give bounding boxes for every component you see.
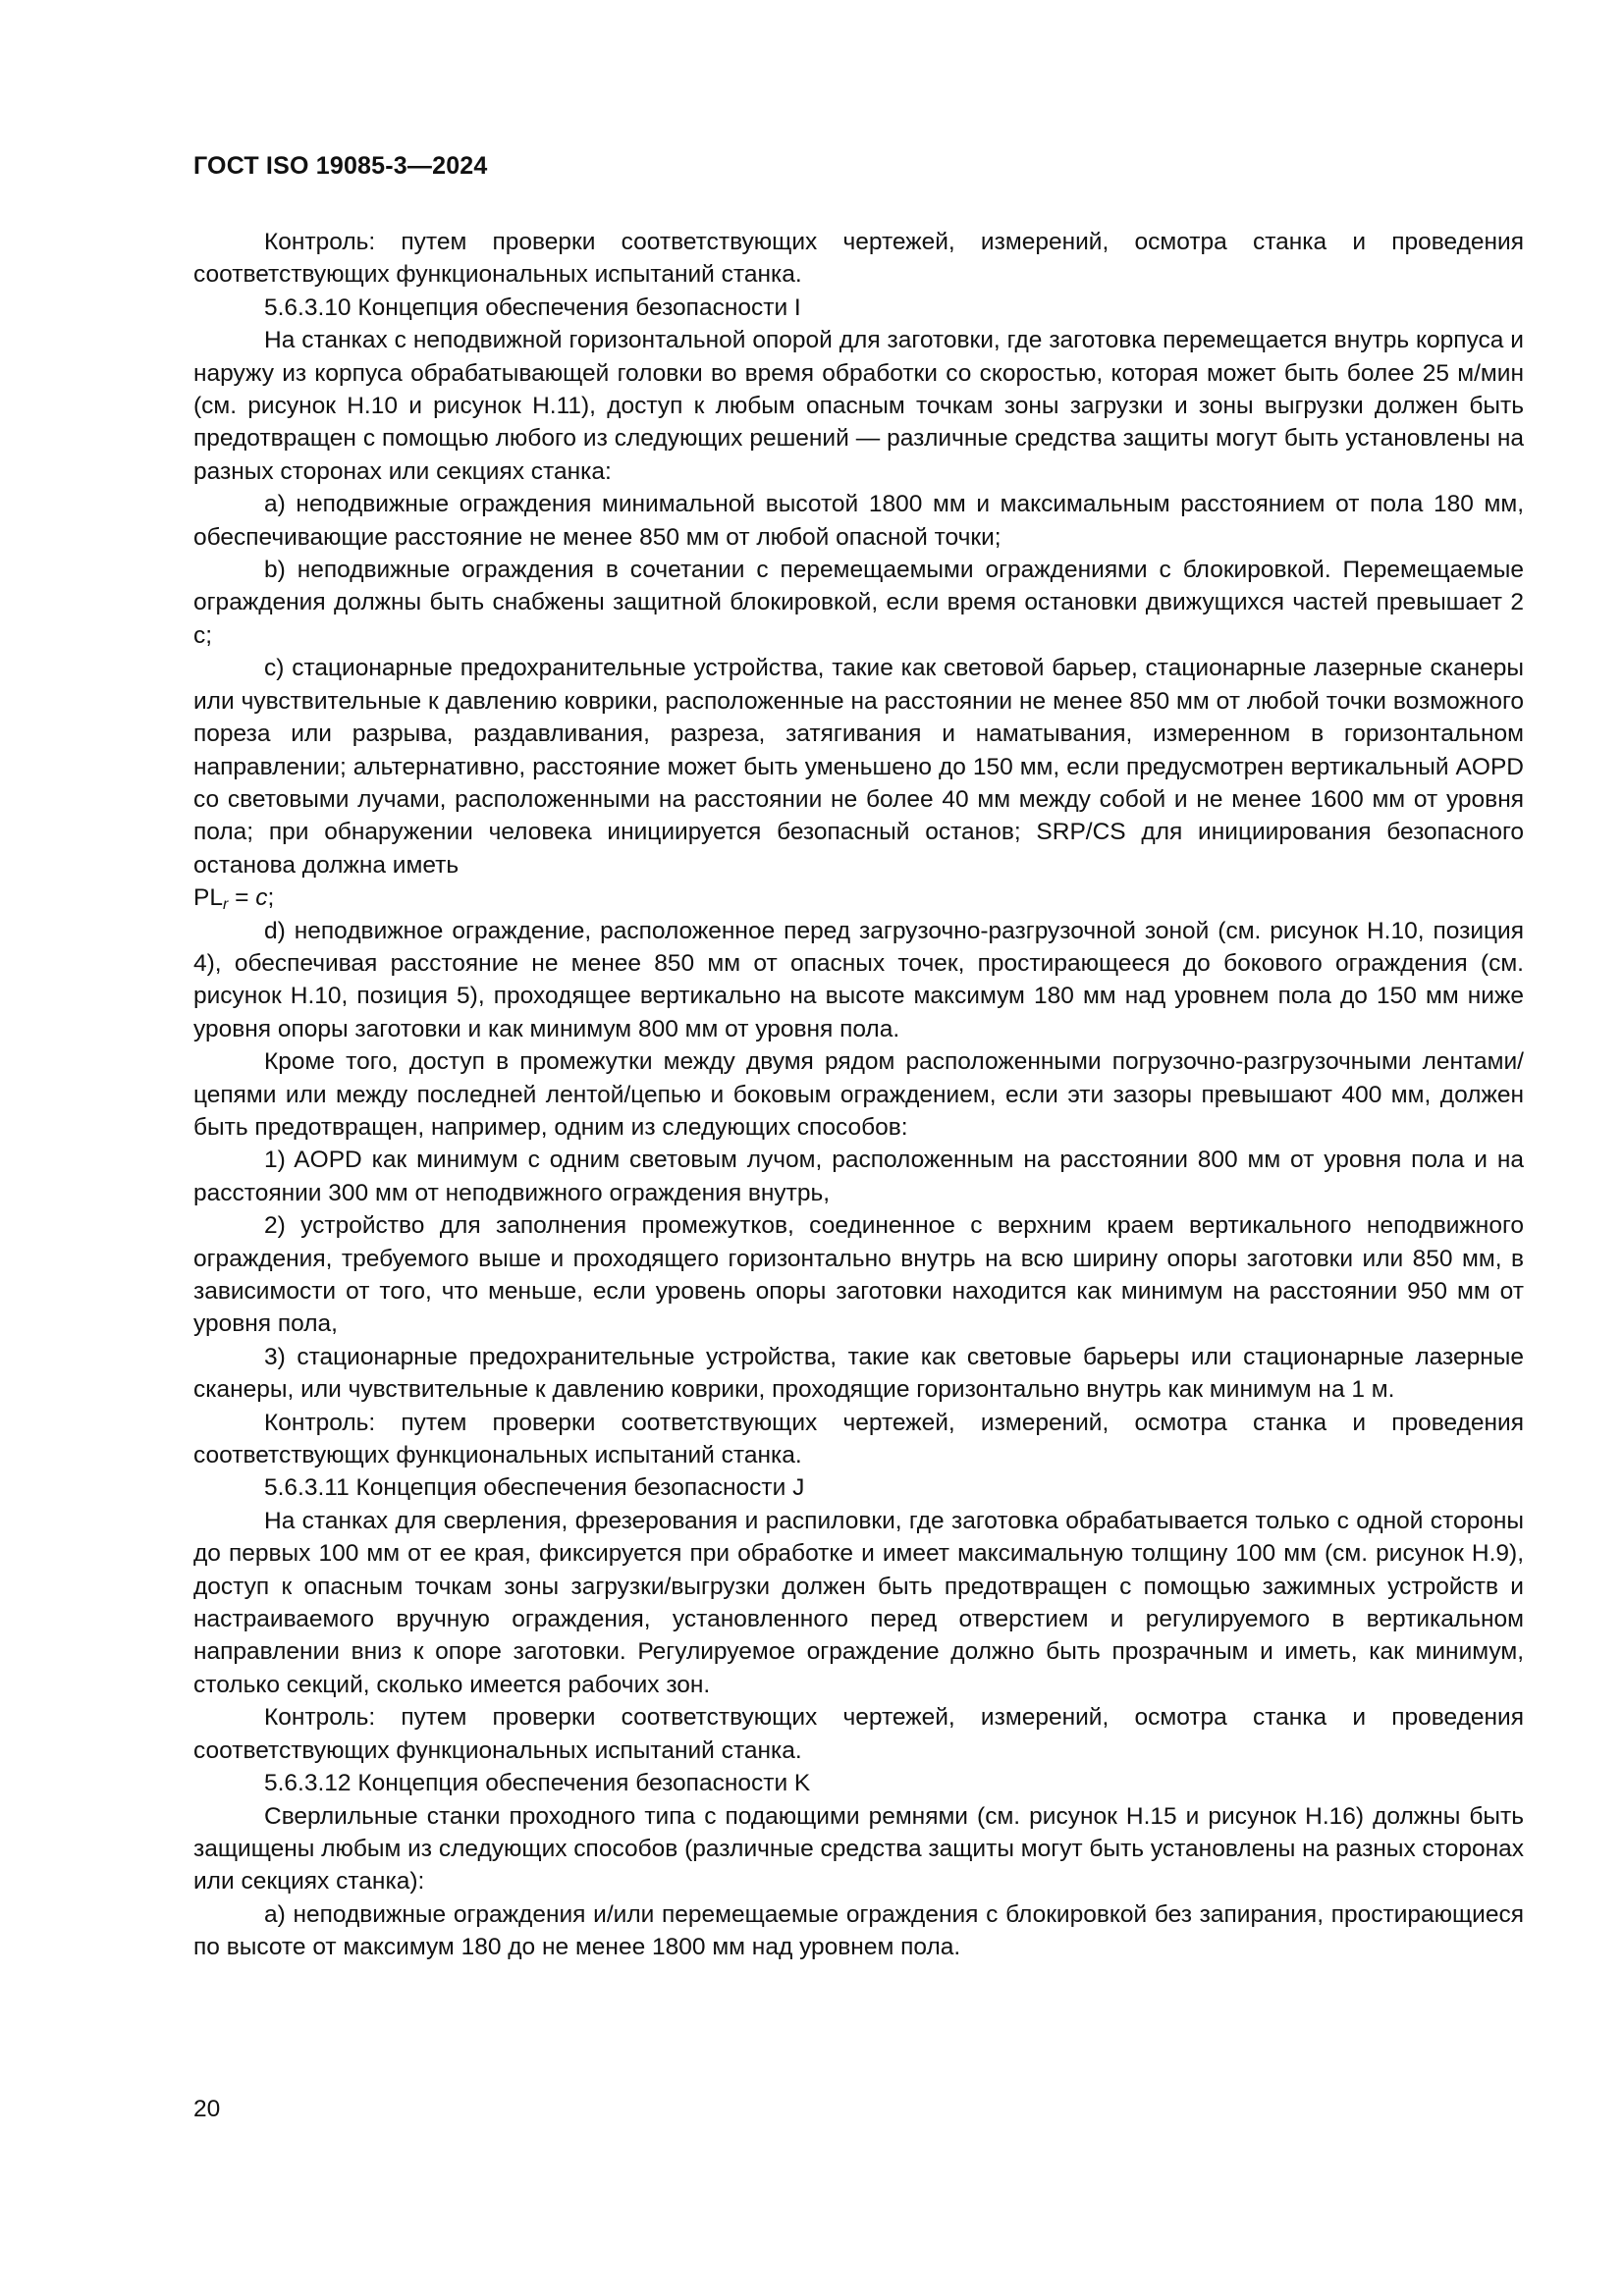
paragraph: На станках с неподвижной горизонтальной опорой для заготовки, где заготовка перемещается внутрь корпуса и наружу из корпуса обрабатывающей головки во время обработки со скоростью, которая может быть более 25 м/мин (см. рисунок Н.10 и рисунок Н.11), доступ к любым опасным точкам зоны загрузки и зоны выгрузки должен быть предотвращен с помощью любого из следующих решений — различные средства защиты могут быть установлены на разных сторонах или секциях станка: xyxy=(193,327,1524,485)
list-item: a) неподвижные ограждения и/или перемещаемые ограждения с блокировкой без запирания, простирающиеся по высоте от максимум 180 до не менее 1800 мм над уровнем пола. xyxy=(193,1900,1524,1961)
pl-requirement: $PL_r = c$; xyxy=(193,884,275,914)
page-number: 20 xyxy=(193,2096,221,2122)
paragraph: Кроме того, доступ в промежутки между двумя рядом расположенными погрузочно-разгрузочными лентами/цепями или между последней лентой/цепью и боковым ограждением, если эти зазоры превышают 400 мм, должен быть предотвращен, например, одним из следующих способов: xyxy=(193,1048,1524,1141)
paragraph: Контроль: путем проверки соответствующих чертежей, измерений, осмотра станка и проведения соответствующих функциональных испытаний станка. xyxy=(193,1409,1524,1469)
section-heading: 5.6.3.11 Концепция обеспечения безопасности J xyxy=(264,1474,805,1502)
list-item-text: c) стационарные предохранительные устройства, такие как световой барьер, стационарные лазерные сканеры или чувствительные к давлению коврики, расположенные на расстоянии не менее 850 мм от любой точки возможного пореза или разрыва, раздавливания, разреза, затягивания и наматывания, измеренном в горизонтальном направлении; альтернативно, расстояние может быть уменьшено до 150 мм, если предусмотрен вертикальный AOPD со световыми лучами, расположенными на расстоянии не более 40 мм между собой и не менее 1600 мм от уровня пола; при обнаружении человека инициируется безопасный останов; SRP/CS для инициирования безопасного останова должна иметь xyxy=(193,655,1524,879)
list-item: a) неподвижные ограждения минимальной высотой 1800 мм и максимальным расстоянием от пола 180 мм, обеспечивающие расстояние не менее 850 мм от любой опасной точки; xyxy=(193,491,1524,551)
list-item xyxy=(193,652,1524,914)
list-item: 3) стационарные предохранительные устройства, такие как световые барьеры или стационарные лазерные сканеры, или чувствительные к давлению коврики, проходящие горизонтально внутрь как минимум на 1 м. xyxy=(193,1343,1524,1404)
document-body xyxy=(193,226,1524,1964)
list-item: 2) устройство для заполнения промежутков, соединенное с верхним краем вертикального неподвижного ограждения, требуемого выше и проходящего горизонтально внутрь на всю ширину опоры заготовки или 850 мм, в зависимости от того, что меньше, если уровень опоры заготовки находится как минимум на расстоянии 950 мм от уровня пола, xyxy=(193,1212,1524,1338)
section-heading: 5.6.3.12 Концепция обеспечения безопасности K xyxy=(264,1770,811,1797)
paragraph: Контроль: путем проверки соответствующих чертежей, измерений, осмотра станка и проведения соответствующих функциональных испытаний станка. xyxy=(193,229,1524,289)
document-header: ГОСТ ISO 19085-3—2024 xyxy=(193,152,488,180)
paragraph: Контроль: путем проверки соответствующих чертежей, измерений, осмотра станка и проведения соответствующих функциональных испытаний станка. xyxy=(193,1704,1524,1764)
section-heading: 5.6.3.10 Концепция обеспечения безопасности I xyxy=(264,294,801,321)
paragraph: На станках для сверления, фрезерования и распиловки, где заготовка обрабатывается только с одной стороны до первых 100 мм от ее края, фиксируется при обработке и имеет максимальную толщину 100 мм (см. рисунок Н.9), доступ к опасным точкам зоны загрузки/выгрузки должен быть предотвращен с помощью зажимных устройств и настраиваемого вручную ограждения, установленного перед отверстием и регулируемого в вертикальном направлении вниз к опоре заготовки. Регулируемое ограждение должно быть прозрачным и иметь, как минимум, столько секций, сколько имеется рабочих зон. xyxy=(193,1507,1524,1698)
list-item: b) неподвижные ограждения в сочетании с перемещаемыми ограждениями с блокировкой. Перемещаемые ограждения должны быть снабжены защитной блокировкой, если время остановки движущихся частей превышает 2 с; xyxy=(193,557,1524,649)
list-item: 1) AOPD как минимум с одним световым лучом, расположенным на расстоянии 800 мм от уровня пола и на расстоянии 300 мм от неподвижного ограждения внутрь, xyxy=(193,1147,1524,1206)
list-item: d) неподвижное ограждение, расположенное перед загрузочно-разгрузочной зоной (см. рисунок Н.10, позиция 4), обеспечивая расстояние не менее 850 мм от опасных точек, простирающееся до бокового ограждения (см. рисунок Н.10, позиция 5), проходящее вертикально на высоте максимум 180 мм над уровнем пола до 150 мм ниже уровня опоры заготовки и как минимум 800 мм от уровня пола. xyxy=(193,917,1524,1042)
paragraph: Сверлильные станки проходного типа с подающими ремнями (см. рисунок Н.15 и рисунок Н.16) должны быть защищены любым из следующих способов (различные средства защиты могут быть установлены на разных сторонах или секциях станка): xyxy=(193,1802,1524,1896)
